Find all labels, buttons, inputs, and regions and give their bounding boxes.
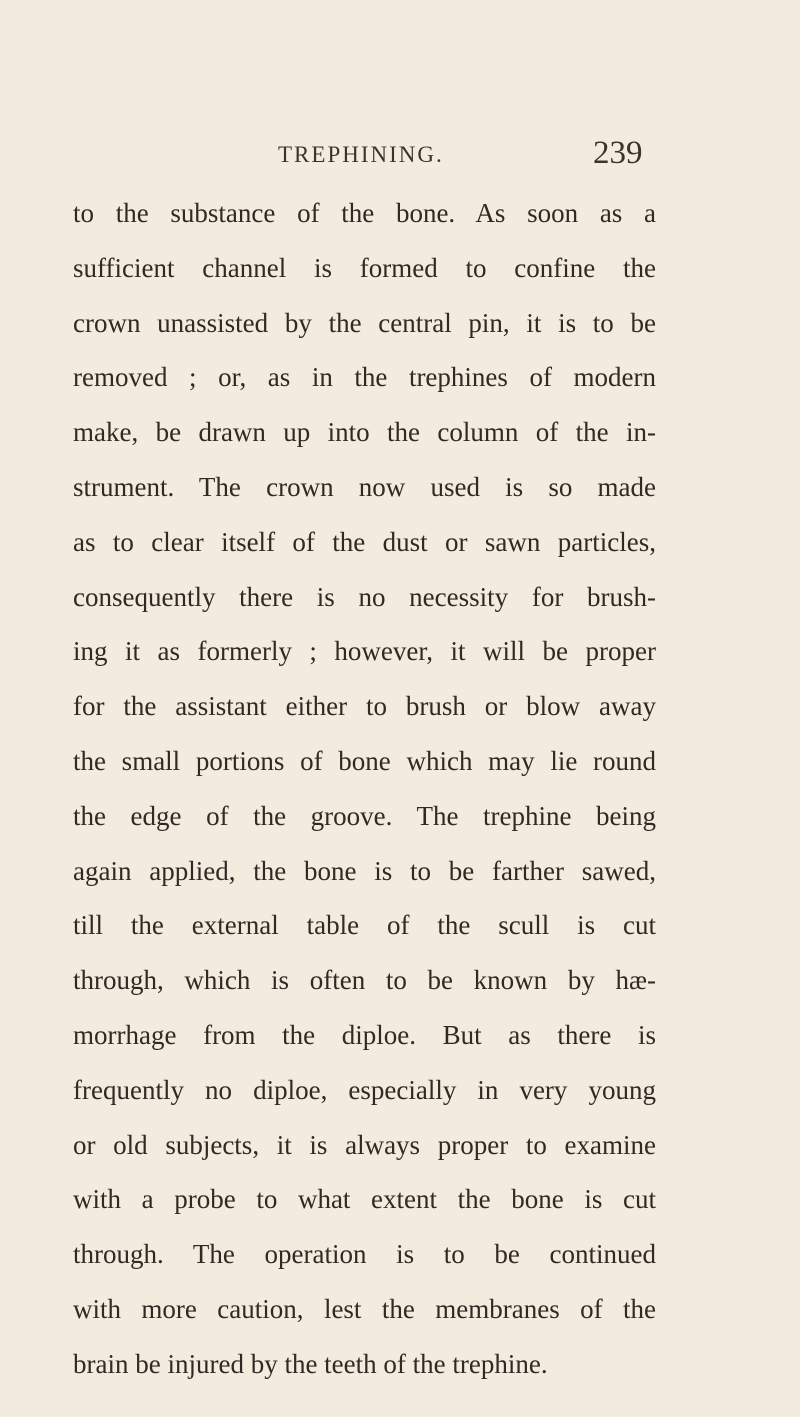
text-line: with a probe to what extent the bone is cut: [73, 1184, 656, 1215]
text-line: ing it as formerly ; however, it will be proper: [73, 636, 656, 667]
text-line: or old subjects, it is always proper to examine: [73, 1129, 656, 1160]
text-line: through. The operation is to be continued: [73, 1239, 656, 1270]
text-line: sufficient channel is formed to confine the: [73, 252, 656, 283]
text-line: as to clear itself of the dust or sawn particles,: [73, 526, 656, 557]
text-line: the edge of the groove. The trephine being: [73, 800, 656, 831]
text-line: make, be drawn up into the column of the in-: [73, 417, 656, 448]
text-line: till the external table of the scull is cut: [73, 910, 656, 941]
text-line: removed ; or, as in the trephines of modern: [73, 362, 656, 393]
text-line: to the substance of the bone. As soon as a: [73, 198, 656, 228]
text-line: the small portions of bone which may lie round: [73, 745, 656, 776]
text-line: frequently no diploe, especially in very young: [73, 1074, 656, 1105]
text-line: for the assistant either to brush or blow away: [73, 691, 656, 722]
text-line: morrhage from the diploe. But as there is: [73, 1019, 656, 1050]
text-line: through, which is often to be known by hæ-: [73, 965, 656, 996]
running-head: [0, 135, 800, 175]
text-line: again applied, the bone is to be farther sawed,: [73, 855, 656, 886]
body-text: [73, 186, 656, 1392]
text-line: brain be injured by the teeth of the trephine.: [73, 1348, 548, 1379]
text-line: strument. The crown now used is so made: [73, 471, 656, 502]
text-line: with more caution, lest the membranes of the: [73, 1293, 656, 1324]
running-title: TREPHINING.: [278, 142, 444, 167]
text-line: consequently there is no necessity for brush-: [73, 581, 656, 612]
text-line: crown unassisted by the central pin, it is to be: [73, 307, 656, 338]
page-number: 239: [593, 135, 643, 171]
